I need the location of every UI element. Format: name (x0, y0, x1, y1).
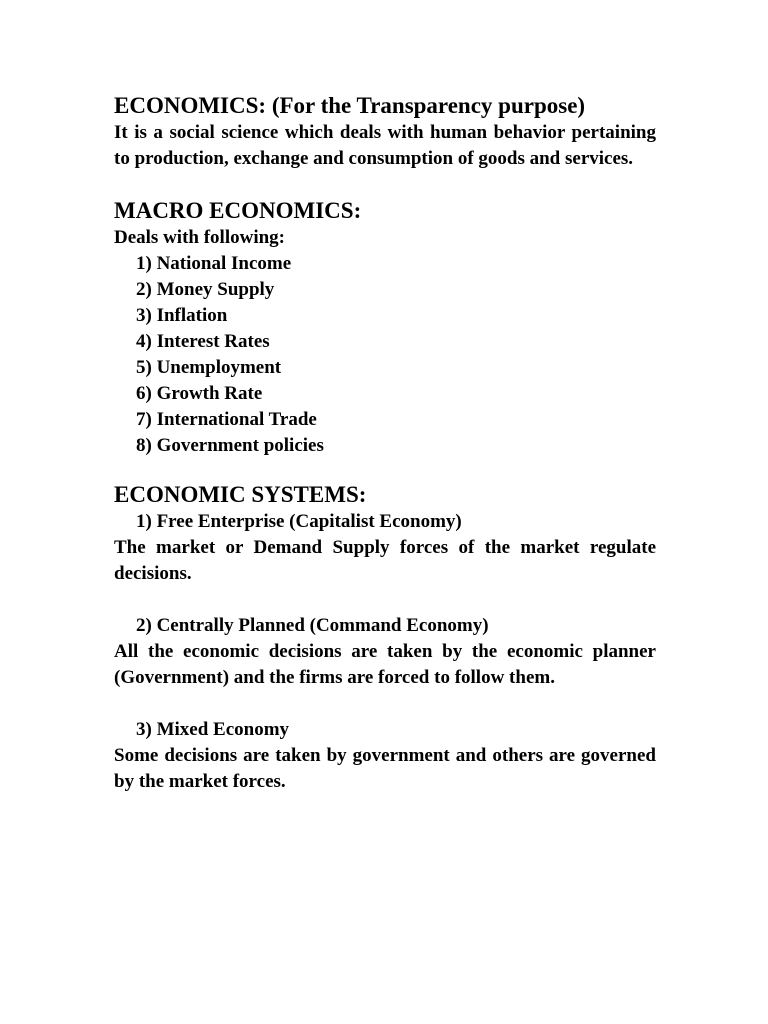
free-enterprise-label: 1) Free Enterprise (Capitalist Economy) (136, 511, 462, 532)
macro-economics-intro: Deals with following: (114, 227, 285, 248)
list-item: 2) Money Supply (136, 279, 275, 300)
economics-title: ECONOMICS: (114, 93, 267, 118)
document-page (114, 92, 656, 795)
macro-economics-colon: : (353, 198, 362, 223)
spacer (114, 691, 656, 717)
mixed-economy-description: Some decisions are taken by government and others are governed by the market forces. (114, 745, 656, 792)
centrally-planned-description: All the economic decisions are taken by the economic planner (Government) and the firms are forced to follow them. (114, 641, 656, 688)
list-item: 6) Growth Rate (136, 383, 263, 404)
economics-heading (114, 92, 656, 120)
macro-economics-title: MACRO ECONOMICS (114, 198, 354, 223)
economic-systems-section (114, 481, 656, 795)
economics-subtitle: (For the Transparency purpose) (271, 93, 586, 118)
spacer (114, 587, 656, 613)
list-item: 5) Unemployment (136, 357, 282, 378)
macro-economics-list (114, 251, 656, 459)
economics-definition: It is a social science which deals with human behavior pertaining to production, exchange and consumption of goods and services. (114, 122, 656, 169)
centrally-planned-label: 2) Centrally Planned (Command Economy) (136, 615, 489, 636)
list-item: 4) Interest Rates (136, 331, 270, 352)
economic-systems-heading: ECONOMIC SYSTEMS: (114, 482, 367, 507)
list-item: 7) International Trade (136, 409, 317, 430)
economics-section (114, 92, 656, 172)
macro-economics-section (114, 197, 656, 459)
list-item: 1) National Income (136, 253, 292, 274)
mixed-economy-label: 3) Mixed Economy (136, 719, 290, 740)
free-enterprise-description: The market or Demand Supply forces of the market regulate decisions. (114, 537, 656, 584)
list-item: 8) Government policies (136, 435, 324, 456)
list-item: 3) Inflation (136, 305, 228, 326)
macro-economics-heading (114, 197, 656, 225)
